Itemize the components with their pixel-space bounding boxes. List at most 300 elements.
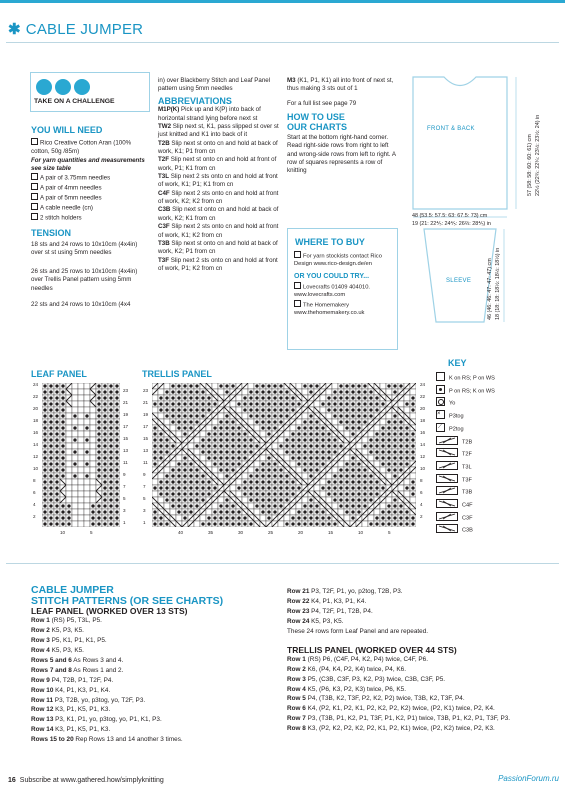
- purl-dot: [327, 402, 330, 405]
- chart-cell: [90, 431, 96, 437]
- chart-cell: [78, 455, 84, 461]
- chart-cell: [332, 467, 338, 473]
- key-label: C3F: [462, 515, 473, 522]
- purl-dot: [399, 516, 402, 519]
- purl-dot: [97, 474, 100, 477]
- purl-dot: [153, 444, 156, 447]
- chart-cell: [242, 497, 248, 503]
- purl-dot: [303, 438, 306, 441]
- key-symbol-icon: [436, 436, 458, 445]
- purl-dot: [177, 480, 180, 483]
- purl-dot: [387, 450, 390, 453]
- purl-dot: [363, 486, 366, 489]
- purl-dot: [225, 474, 228, 477]
- row-number: Row 7: [287, 715, 306, 723]
- purl-dot: [97, 510, 100, 513]
- purl-dot: [189, 486, 192, 489]
- purl-dot: [291, 450, 294, 453]
- purl-dot: [55, 492, 58, 495]
- chart-cell: [248, 383, 254, 389]
- purl-dot: [303, 522, 306, 525]
- purl-dot: [153, 432, 156, 435]
- purl-dot: [357, 468, 360, 471]
- purl-dot: [177, 384, 180, 387]
- purl-dot: [103, 456, 106, 459]
- width-cm-label: 48 (53.5: 57.5: 63: 67.5: 73) cm: [412, 213, 488, 219]
- chart-cell: [72, 485, 78, 491]
- purl-dot: [315, 438, 318, 441]
- purl-dot: [315, 450, 318, 453]
- purl-dot: [351, 498, 354, 501]
- purl-dot: [115, 522, 118, 525]
- purl-dot: [405, 450, 408, 453]
- purl-dot: [309, 390, 312, 393]
- purl-dot: [345, 408, 348, 411]
- chart-cell: [84, 407, 90, 413]
- chart-cell: [230, 485, 236, 491]
- row-instruction: K3, P1, K5, P1, K3.: [53, 726, 111, 734]
- purl-dot: [103, 468, 106, 471]
- purl-dot: [357, 474, 360, 477]
- purl-dot: [273, 426, 276, 429]
- row-tick: 24: [33, 382, 39, 387]
- purl-dot: [177, 504, 180, 507]
- purl-dot: [357, 462, 360, 465]
- purl-dot: [249, 522, 252, 525]
- abbr-key: T3F: [158, 256, 170, 264]
- purl-dot: [177, 510, 180, 513]
- purl-dot: [237, 438, 240, 441]
- purl-dot: [183, 474, 186, 477]
- purl-dot: [97, 438, 100, 441]
- row-tick: 18: [420, 418, 426, 423]
- purl-dot: [237, 510, 240, 513]
- chart-cell: [84, 455, 90, 461]
- purl-dot: [115, 456, 118, 459]
- chart-cell: [380, 503, 386, 509]
- col-tick: 40: [178, 530, 184, 535]
- purl-dot: [237, 450, 240, 453]
- purl-dot: [103, 474, 106, 477]
- chart-cell: [84, 389, 90, 395]
- chart-cell: [84, 401, 90, 407]
- row-tick: 23: [143, 388, 149, 393]
- purl-dot: [411, 480, 414, 483]
- purl-dot: [261, 468, 264, 471]
- purl-dot: [109, 516, 112, 519]
- purl-dot: [291, 522, 294, 525]
- purl-dot: [115, 492, 118, 495]
- purl-dot: [189, 510, 192, 513]
- full-list-note: For a full list see page 79: [287, 99, 357, 107]
- purl-dot: [273, 420, 276, 423]
- purl-dot: [267, 504, 270, 507]
- purl-dot: [393, 498, 396, 501]
- chart-cell: [200, 431, 206, 437]
- row-tick: 14: [33, 442, 39, 447]
- purl-dot: [85, 426, 88, 429]
- purl-dot: [213, 456, 216, 459]
- purl-dot: [109, 450, 112, 453]
- pattern-row: [31, 666, 271, 676]
- purl-dot: [273, 504, 276, 507]
- purl-dot: [411, 450, 414, 453]
- chart-cell: [170, 509, 176, 515]
- chart-cell: [404, 479, 410, 485]
- abbr-key: M1P(K): [158, 106, 180, 114]
- purl-dot: [43, 522, 46, 525]
- purl-dot: [201, 396, 204, 399]
- chart-cell: [320, 395, 326, 401]
- chart-cell: [212, 419, 218, 425]
- purl-dot: [165, 522, 168, 525]
- purl-dot: [195, 396, 198, 399]
- row-tick: 17: [143, 424, 149, 429]
- purl-dot: [255, 444, 258, 447]
- purl-dot: [267, 480, 270, 483]
- chart-cell: [326, 497, 332, 503]
- purl-dot: [103, 390, 106, 393]
- chart-cell: [84, 467, 90, 473]
- purl-dot: [61, 510, 64, 513]
- col-tick: 15: [328, 530, 334, 535]
- purl-dot: [231, 462, 234, 465]
- chart-cell: [72, 395, 78, 401]
- purl-dot: [49, 504, 52, 507]
- purl-dot: [49, 438, 52, 441]
- purl-dot: [207, 438, 210, 441]
- chart-cell: [72, 479, 78, 485]
- purl-dot: [43, 390, 46, 393]
- purl-dot: [393, 432, 396, 435]
- key-label: K on RS; P on WS: [449, 375, 495, 382]
- pattern-row: [31, 626, 271, 636]
- tension-continued: in) over Blackberry Stitch and Leaf Panel pattern using 5mm needles: [158, 77, 271, 93]
- chart-cell: [320, 407, 326, 413]
- purl-dot: [363, 468, 366, 471]
- abbreviation-list: [158, 106, 280, 273]
- row-instruction: K3, (P2, K2, P2, K2, P2, K1, P2, K1) twice, (P2, K2) twice, P2, K3.: [305, 725, 495, 733]
- purl-dot: [55, 408, 58, 411]
- purl-dot: [91, 504, 94, 507]
- chart-cell: [206, 425, 212, 431]
- purl-dot: [333, 522, 336, 525]
- chart-cell: [176, 455, 182, 461]
- purl-dot: [405, 402, 408, 405]
- chart-cell: [78, 437, 84, 443]
- purl-dot: [115, 450, 118, 453]
- purl-dot: [159, 480, 162, 483]
- row-instruction: (RS) P6, (C4F, P4, K2, P4) twice, C4F, P6.: [305, 655, 428, 663]
- purl-dot: [207, 522, 210, 525]
- buy-item: For yarn stockists contact Rico Design www.rico-design.de/en: [294, 253, 382, 268]
- chart-cell: [314, 401, 320, 407]
- chart-cell: [152, 491, 158, 497]
- purl-dot: [183, 456, 186, 459]
- purl-dot: [237, 426, 240, 429]
- purl-dot: [267, 492, 270, 495]
- purl-dot: [103, 516, 106, 519]
- purl-dot: [333, 438, 336, 441]
- chart-cell: [290, 509, 296, 515]
- purl-dot: [375, 432, 378, 435]
- where-to-buy-list: [294, 251, 392, 318]
- chart-cell: [290, 461, 296, 467]
- purl-dot: [363, 504, 366, 507]
- purl-dot: [255, 390, 258, 393]
- purl-dot: [177, 402, 180, 405]
- purl-dot: [109, 390, 112, 393]
- purl-dot: [339, 468, 342, 471]
- purl-dot: [115, 408, 118, 411]
- purl-dot: [399, 420, 402, 423]
- chart-cell: [66, 413, 72, 419]
- purl-dot: [267, 498, 270, 501]
- purl-dot: [243, 456, 246, 459]
- purl-dot: [195, 402, 198, 405]
- purl-dot: [73, 462, 76, 465]
- purl-dot: [267, 516, 270, 519]
- checkbox-icon: [294, 282, 301, 289]
- chart-cell: [90, 425, 96, 431]
- purl-dot: [261, 510, 264, 513]
- purl-dot: [195, 444, 198, 447]
- purl-dot: [103, 480, 106, 483]
- purl-dot: [393, 438, 396, 441]
- purl-dot: [195, 504, 198, 507]
- purl-dot: [189, 468, 192, 471]
- purl-dot: [297, 438, 300, 441]
- purl-dot: [189, 474, 192, 477]
- purl-dot: [237, 522, 240, 525]
- chart-cell: [66, 425, 72, 431]
- purl-dot: [237, 444, 240, 447]
- purl-dot: [219, 468, 222, 471]
- key-symbol-icon: [436, 397, 445, 406]
- purl-dot: [387, 444, 390, 447]
- key-item: [436, 385, 495, 396]
- purl-dot: [267, 426, 270, 429]
- purl-dot: [109, 396, 112, 399]
- pattern-row: [287, 587, 542, 597]
- purl-dot: [219, 456, 222, 459]
- purl-dot: [153, 516, 156, 519]
- purl-dot: [201, 438, 204, 441]
- purl-dot: [43, 468, 46, 471]
- row-tick: 5: [123, 496, 126, 501]
- purl-dot: [321, 438, 324, 441]
- purl-dot: [387, 468, 390, 471]
- tension-text: 26 sts and 25 rows to 10x10cm (4x4in) over Trellis Panel pattern using 5mm needles: [31, 267, 138, 292]
- purl-dot: [363, 414, 366, 417]
- purl-dot: [165, 450, 168, 453]
- purl-dot: [61, 414, 64, 417]
- purl-dot: [393, 522, 396, 525]
- pattern-row: [31, 735, 271, 745]
- purl-dot: [159, 438, 162, 441]
- purl-dot: [369, 414, 372, 417]
- purl-dot: [195, 384, 198, 387]
- purl-dot: [297, 486, 300, 489]
- row-tick: 11: [123, 460, 128, 465]
- chart-cell: [368, 431, 374, 437]
- purl-dot: [97, 504, 100, 507]
- purl-dot: [351, 456, 354, 459]
- checkbox-icon: [31, 138, 38, 145]
- purl-dot: [115, 516, 118, 519]
- purl-dot: [73, 426, 76, 429]
- purl-dot: [351, 486, 354, 489]
- chart-cell: [78, 461, 84, 467]
- purl-dot: [357, 510, 360, 513]
- purl-dot: [369, 498, 372, 501]
- purl-dot: [273, 396, 276, 399]
- checkbox-icon: [294, 251, 301, 258]
- purl-dot: [351, 384, 354, 387]
- purl-dot: [171, 486, 174, 489]
- purl-dot: [393, 420, 396, 423]
- abbreviations-heading: ABBREVIATIONS: [158, 95, 232, 106]
- chart-cell: [326, 413, 332, 419]
- row-tick: 17: [123, 424, 129, 429]
- purl-dot: [273, 474, 276, 477]
- purl-dot: [399, 456, 402, 459]
- purl-dot: [85, 474, 88, 477]
- purl-dot: [339, 402, 342, 405]
- purl-dot: [381, 522, 384, 525]
- purl-dot: [195, 408, 198, 411]
- purl-dot: [303, 468, 306, 471]
- purl-dot: [237, 516, 240, 519]
- col-tick: 30: [238, 530, 244, 535]
- purl-dot: [261, 408, 264, 411]
- subscribe-link[interactable]: Subscribe at www.gathered.how/simplyknitting: [19, 777, 164, 784]
- purl-dot: [297, 402, 300, 405]
- purl-dot: [405, 522, 408, 525]
- chart-cell: [72, 383, 78, 389]
- chart-cell: [78, 497, 84, 503]
- purl-dot: [303, 462, 306, 465]
- purl-dot: [159, 396, 162, 399]
- purl-dot: [55, 396, 58, 399]
- purl-dot: [303, 426, 306, 429]
- purl-dot: [183, 402, 186, 405]
- purl-dot: [73, 414, 76, 417]
- row-instruction: K5, P3, K5.: [49, 646, 84, 654]
- purl-dot: [237, 432, 240, 435]
- abbreviation-item: [158, 123, 280, 140]
- purl-dot: [189, 498, 192, 501]
- purl-dot: [103, 486, 106, 489]
- purl-dot: [109, 402, 112, 405]
- key-label: T2B: [462, 439, 473, 445]
- purl-dot: [321, 462, 324, 465]
- purl-dot: [375, 480, 378, 483]
- purl-dot: [195, 492, 198, 495]
- purl-dot: [207, 492, 210, 495]
- purl-dot: [61, 438, 64, 441]
- purl-dot: [49, 456, 52, 459]
- purl-dot: [159, 486, 162, 489]
- row-tick: 7: [143, 484, 146, 489]
- purl-dot: [243, 444, 246, 447]
- purl-dot: [243, 486, 246, 489]
- purl-dot: [55, 384, 58, 387]
- purl-dot: [207, 444, 210, 447]
- purl-dot: [399, 444, 402, 447]
- chart-cell: [78, 521, 84, 527]
- pattern-row: [31, 715, 271, 725]
- purl-dot: [225, 432, 228, 435]
- purl-dot: [165, 474, 168, 477]
- row-tick: 13: [143, 448, 149, 453]
- purl-dot: [61, 426, 64, 429]
- row-tick: 19: [143, 412, 149, 417]
- abbr-value: Slip next st, K1, pass slipped st over st just knitted and K1 into back of it: [158, 122, 279, 139]
- purl-dot: [43, 462, 46, 465]
- key-symbol-icon: [436, 372, 445, 381]
- purl-dot: [201, 408, 204, 411]
- row-tick: 19: [123, 412, 129, 417]
- purl-dot: [249, 498, 252, 501]
- purl-dot: [387, 384, 390, 387]
- purl-dot: [153, 450, 156, 453]
- chart-cell: [368, 455, 374, 461]
- purl-dot: [49, 420, 52, 423]
- key-item: [436, 423, 464, 434]
- purl-dot: [309, 498, 312, 501]
- chart-cell: [72, 491, 78, 497]
- purl-dot: [55, 468, 58, 471]
- chart-cell: [78, 449, 84, 455]
- abbr-value: Slip next 2 sts onto cn and hold at front of work, P1; K2 from cn: [158, 256, 278, 272]
- chart-cell: [72, 455, 78, 461]
- purl-dot: [109, 462, 112, 465]
- purl-dot: [103, 504, 106, 507]
- length-in-label: 22½ (22¾: 22¾: 23½: 23½: 24) in: [535, 114, 541, 196]
- chart-cell: [78, 467, 84, 473]
- purl-dot: [351, 432, 354, 435]
- purl-dot: [387, 462, 390, 465]
- purl-dot: [279, 420, 282, 423]
- purl-dot: [405, 432, 408, 435]
- purl-dot: [303, 444, 306, 447]
- purl-dot: [195, 390, 198, 393]
- chart-cell: [84, 395, 90, 401]
- chart-cell: [338, 461, 344, 467]
- key-item: [436, 512, 473, 523]
- purl-dot: [345, 462, 348, 465]
- purl-dot: [103, 432, 106, 435]
- purl-dot: [393, 510, 396, 513]
- purl-dot: [345, 414, 348, 417]
- purl-dot: [153, 462, 156, 465]
- purl-dot: [315, 444, 318, 447]
- row-number: Row 22: [287, 597, 310, 605]
- purl-dot: [201, 414, 204, 417]
- purl-dot: [61, 468, 64, 471]
- purl-dot: [405, 486, 408, 489]
- width-in-label: 19 (21: 22⅘: 24⅘: 26⅔: 28⅘) in: [412, 221, 491, 227]
- purl-dot: [49, 402, 52, 405]
- row-instruction: P3, (T3B, P1, K2, P1, T3F, P1, K2, P1) twice, T3B, P1, K2, P1, T3F, P3.: [305, 715, 511, 723]
- purl-dot: [171, 492, 174, 495]
- chart-cell: [218, 497, 224, 503]
- pattern-row: [287, 617, 542, 627]
- abbr-value: Slip next st onto cn and hold at back of work, K2; K1 from cn: [158, 206, 279, 222]
- row-number: Row 5: [287, 695, 306, 703]
- chart-cell: [152, 479, 158, 485]
